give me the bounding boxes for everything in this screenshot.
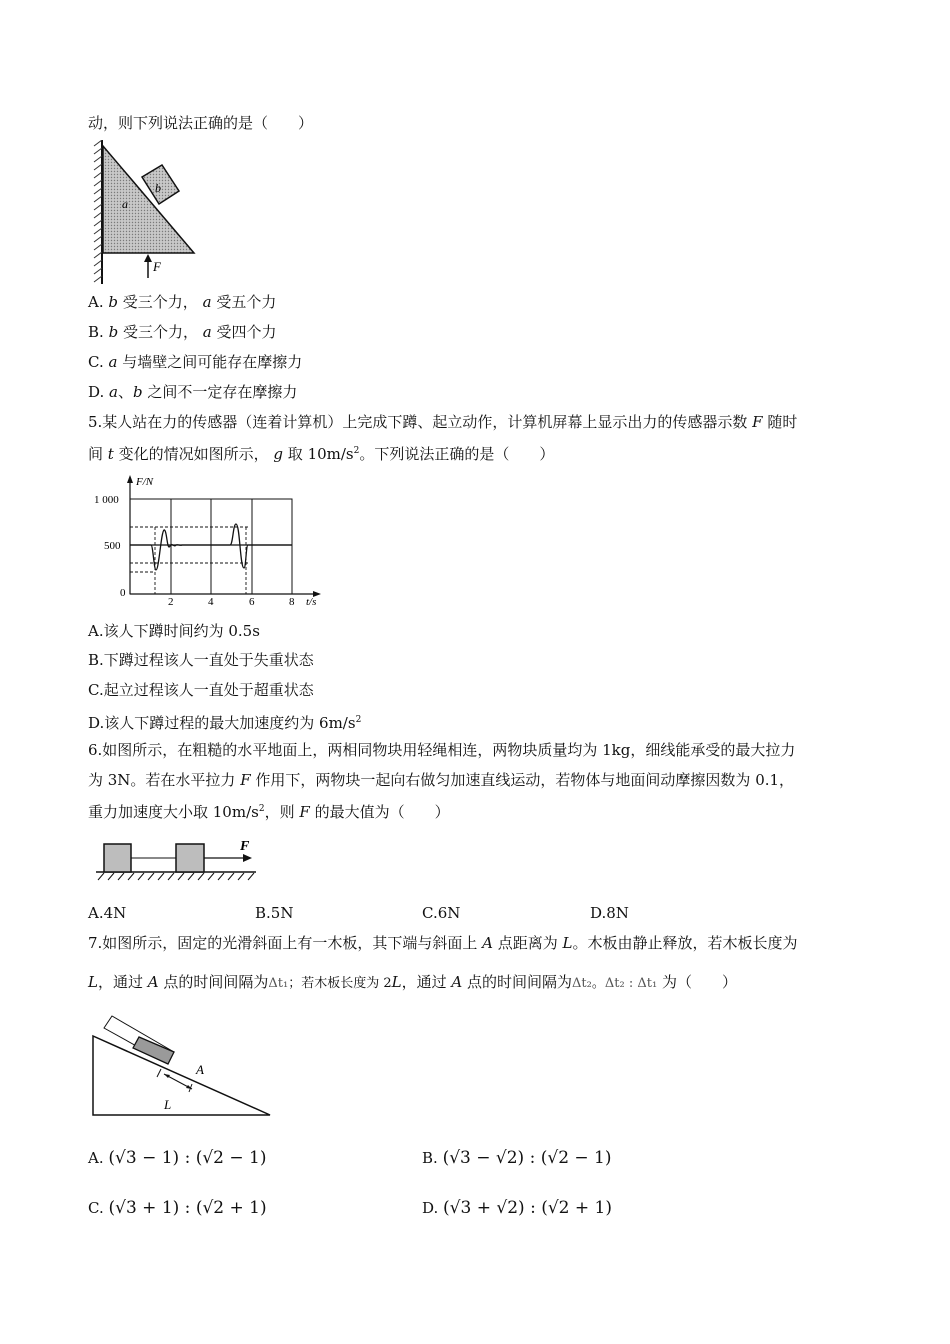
- q5-option-a[interactable]: A.该人下蹲时间约为 0.5s: [88, 622, 260, 640]
- q5-ytick-0: 0: [120, 587, 126, 599]
- q5-ytick-1000: 1 000: [94, 494, 119, 506]
- q7-option-d[interactable]: D. (√3 + √2) : (√2 + 1): [422, 1198, 612, 1218]
- q4-figure: [92, 140, 202, 286]
- q5-graph-ylabel: F/N: [136, 476, 154, 488]
- q5-option-b[interactable]: B.下蹲过程该人一直处于失重状态: [88, 651, 314, 669]
- q4-stem-tail: 动，则下列说法正确的是（ ）: [88, 114, 314, 132]
- q5-stem-line-1: 5.某人站在力的传感器（连着计算机）上完成下蹲、起立动作，计算机屏幕上显示出力的传感器示数 F 随时: [88, 413, 798, 431]
- q5-xtick-2: 2: [168, 596, 174, 608]
- q6-option-a[interactable]: A.4N: [88, 904, 127, 922]
- q5-xtick-6: 6: [249, 596, 255, 608]
- q4-fig-label-b: b: [155, 181, 161, 195]
- q7-fig-label-L: L: [164, 1097, 172, 1112]
- q6-option-c[interactable]: C.6N: [422, 904, 461, 922]
- q4-fig-label-F: F: [153, 259, 161, 274]
- q7-figure: [88, 1014, 278, 1120]
- q7-option-c[interactable]: C. (√3 + 1) : (√2 + 1): [88, 1198, 267, 1218]
- q6-block-right: [176, 844, 204, 872]
- q5-force-graph: [88, 472, 328, 612]
- q7-board: [133, 1037, 174, 1064]
- q6-option-d[interactable]: D.8N: [590, 904, 629, 922]
- q5-option-c[interactable]: C.起立过程该人一直处于超重状态: [88, 681, 314, 699]
- q7-stem-line-2: L，通过 A 点的时间间隔为Δt₁；若木板长度为 2L，通过 A 点的时间间隔为Δt₂。Δt₂ : Δt₁ 为（ ）: [88, 973, 737, 991]
- q6-block-left: [104, 844, 131, 872]
- q5-ytick-500: 500: [104, 540, 121, 552]
- q7-stem-line-1: 7.如图所示，固定的光滑斜面上有一木板，其下端与斜面上 A 点距离为 L。木板由静止释放，若木板长度为: [88, 934, 798, 952]
- q6-figure: [94, 836, 264, 884]
- q4-option-b[interactable]: B. b 受三个力， a 受四个力: [88, 323, 277, 341]
- q7-incline: [93, 1036, 270, 1115]
- q4-option-c[interactable]: C. a 与墙壁之间可能存在摩擦力: [88, 353, 303, 371]
- q6-stem-line-3: 重力加速度大小取 $10m/s^2$，则 F 的最大值为（ ）: [88, 803, 450, 821]
- q4-fig-label-a: a: [122, 197, 128, 211]
- q7-option-b[interactable]: B. (√3 − √2) : (√2 − 1): [422, 1148, 612, 1168]
- q5-option-d[interactable]: D.该人下蹲过程的最大加速度约为 $6m/s^2$: [88, 714, 362, 732]
- q6-stem-line-2: 为 3N。若在水平拉力 F 作用下，两物块一起向右做匀加速直线运动，若物体与地面间动摩擦因数为 0.1，: [88, 771, 795, 789]
- q6-stem-line-1: 6.如图所示，在粗糙的水平地面上，两相同物块用轻绳相连，两物块质量均为 1kg，细线能承受的最大拉力: [88, 741, 796, 759]
- q5-xtick-4: 4: [208, 596, 214, 608]
- q4-option-d[interactable]: D. a、b 之间不一定存在摩擦力: [88, 383, 298, 401]
- q7-fig-label-A: A: [196, 1062, 204, 1077]
- wedge-a: [103, 146, 194, 253]
- q5-xtick-8: 8: [289, 596, 295, 608]
- q5-stem-line-2: 间 t 变化的情况如图所示， g 取 $10m/s^2$。下列说法正确的是（ ）: [88, 445, 555, 463]
- q5-graph-xlabel: t/s: [306, 596, 317, 608]
- q6-fig-label-F: F: [240, 839, 250, 854]
- q4-option-a[interactable]: A. b 受三个力， a 受五个力: [88, 293, 277, 311]
- q6-option-b[interactable]: B.5N: [255, 904, 294, 922]
- q7-option-a[interactable]: A. (√3 − 1) : (√2 − 1): [88, 1148, 267, 1168]
